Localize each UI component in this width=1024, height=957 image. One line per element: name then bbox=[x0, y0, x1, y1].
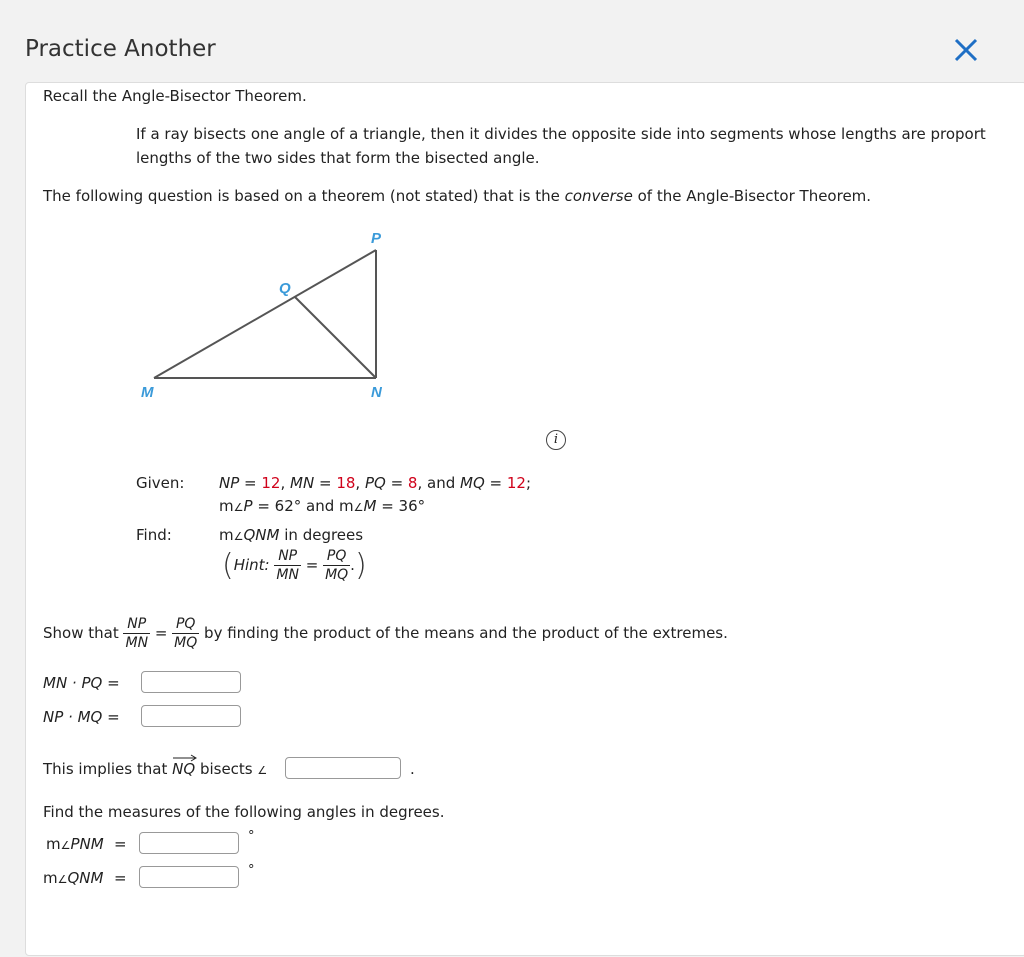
vertex-label-q: Q bbox=[279, 280, 291, 297]
info-icon[interactable]: i bbox=[546, 430, 566, 450]
header bbox=[0, 0, 1024, 82]
theorem-line-2: lengths of the two sides that form the bisected angle. bbox=[136, 149, 540, 167]
degree-symbol: ° bbox=[248, 863, 255, 878]
product-means-input[interactable] bbox=[141, 671, 241, 693]
close-icon[interactable] bbox=[950, 34, 982, 66]
vertex-label-m: M bbox=[141, 384, 154, 401]
product-extremes-label: NP · MQ = bbox=[43, 708, 120, 726]
np-value: 12 bbox=[261, 474, 281, 492]
angle-qnm-equals: = bbox=[114, 869, 127, 887]
theorem-line-1: If a ray bisects one angle of a triangle, then it divides the opposite side into segments whose lengths are proport bbox=[136, 125, 986, 143]
vertex-label-n: N bbox=[371, 384, 382, 401]
given-label: Given: bbox=[136, 474, 185, 492]
show-that: Show that $\frac{NP}{MN}$ = $\frac{PQ}{MQ}$ by finding the product of the means and the product of the extremes. bbox=[43, 616, 728, 651]
vertex-label-p: P bbox=[371, 230, 382, 247]
angle-qnm-label: m∠QNM bbox=[43, 869, 104, 887]
bisected-angle-input[interactable] bbox=[285, 757, 401, 779]
recall-text: Recall the Angle-Bisector Theorem. bbox=[43, 87, 307, 105]
question-intro bbox=[43, 187, 871, 205]
measures-instruction: Find the measures of the following angles in degrees. bbox=[43, 803, 445, 821]
page-title: Practice Another bbox=[25, 36, 216, 62]
product-extremes-input[interactable] bbox=[141, 705, 241, 727]
triangle-figure bbox=[126, 223, 416, 403]
pq-value: 8 bbox=[407, 474, 418, 492]
segment-nq bbox=[295, 297, 376, 378]
hint-fraction-right: $\frac{PQ}{MQ}$ bbox=[325, 548, 349, 583]
question-post: of the Angle-Bisector Theorem. bbox=[632, 187, 872, 205]
given-values: NP = 12, MN = 18, PQ = 8, and MQ = 12; bbox=[219, 474, 532, 492]
product-means-label: MN · PQ = bbox=[43, 674, 120, 692]
degree-symbol: ° bbox=[248, 829, 255, 844]
question-pre: The following question is based on a theorem (not stated) that is the bbox=[43, 187, 565, 205]
side-mp bbox=[154, 250, 376, 378]
angle-pnm-input[interactable] bbox=[139, 832, 239, 854]
mn-value: 18 bbox=[336, 474, 356, 492]
ray-nq: NQ bbox=[172, 760, 195, 778]
angle-pnm-equals: = bbox=[114, 835, 127, 853]
angle-pnm-label: m∠PNM bbox=[46, 835, 104, 853]
question-panel bbox=[25, 82, 1024, 956]
implies-period: . bbox=[410, 760, 415, 778]
angle-qnm-input[interactable] bbox=[139, 866, 239, 888]
question-em: converse bbox=[564, 187, 633, 205]
hint: (Hint: $\frac{NP}{MN}$ = $\frac{PQ}{MQ}$ .) bbox=[222, 548, 367, 583]
show-fraction-left: $\frac{NP}{MN}$ bbox=[125, 616, 149, 651]
show-fraction-right: $\frac{PQ}{MQ}$ bbox=[174, 616, 198, 651]
find-target: m∠QNM in degrees bbox=[219, 526, 364, 544]
hint-fraction-left: $\frac{NP}{MN}$ bbox=[276, 548, 299, 583]
implies-text: This implies that NQ bisects ∠ bbox=[43, 760, 267, 778]
find-label: Find: bbox=[136, 526, 172, 544]
given-angles: m∠P = 62° and m∠M = 36° bbox=[219, 497, 426, 515]
mq-value: 12 bbox=[506, 474, 526, 492]
